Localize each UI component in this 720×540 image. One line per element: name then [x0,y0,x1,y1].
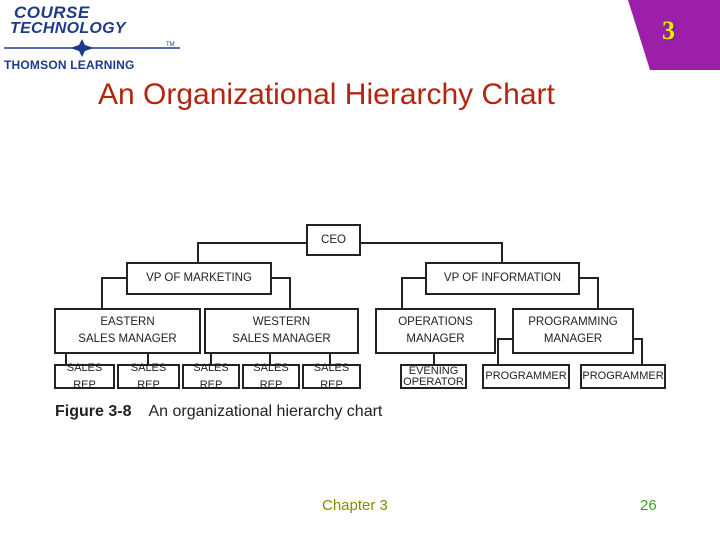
figure-caption [55,403,382,421]
org-node-evening-operator: EVENING OPERATOR [400,364,467,389]
logo-line-thomson: THOMSON LEARNING [4,58,135,72]
logo-line-technology: TECHNOLOGY [10,20,126,37]
logo-trademark: TM [166,42,175,48]
figure-number: Figure 3-8 [55,403,132,420]
org-node-programming-manager: PROGRAMMING MANAGER [512,308,634,354]
figure-caption-text: An organizational hierarchy chart [148,403,383,420]
org-node-sales-rep: SALES REP [117,364,180,389]
org-node-operations-manager: OPERATIONS MANAGER [375,308,496,354]
org-node-programmer: PROGRAMMER [580,364,666,389]
logo-line-course: COURSE [14,3,90,22]
chapter-number-badge: 3 [662,16,675,45]
org-node-sales-rep: SALES REP [54,364,115,389]
org-node-vp-information: VP OF INFORMATION [425,262,580,295]
org-node-western-sales-manager: WESTERN SALES MANAGER [204,308,359,354]
org-node-sales-rep: SALES REP [242,364,300,389]
org-node-sales-rep: SALES REP [182,364,240,389]
footer-chapter: Chapter 3 [322,497,388,514]
org-node-vp-marketing: VP OF MARKETING [126,262,272,295]
org-node-sales-rep: SALES REP [302,364,361,389]
slide-title: An Organizational Hierarchy Chart [98,78,555,111]
footer-page-number: 26 [640,497,657,514]
org-node-eastern-sales-manager: EASTERN SALES MANAGER [54,308,201,354]
org-node-programmer: PROGRAMMER [482,364,570,389]
org-node-ceo: CEO [306,224,361,256]
